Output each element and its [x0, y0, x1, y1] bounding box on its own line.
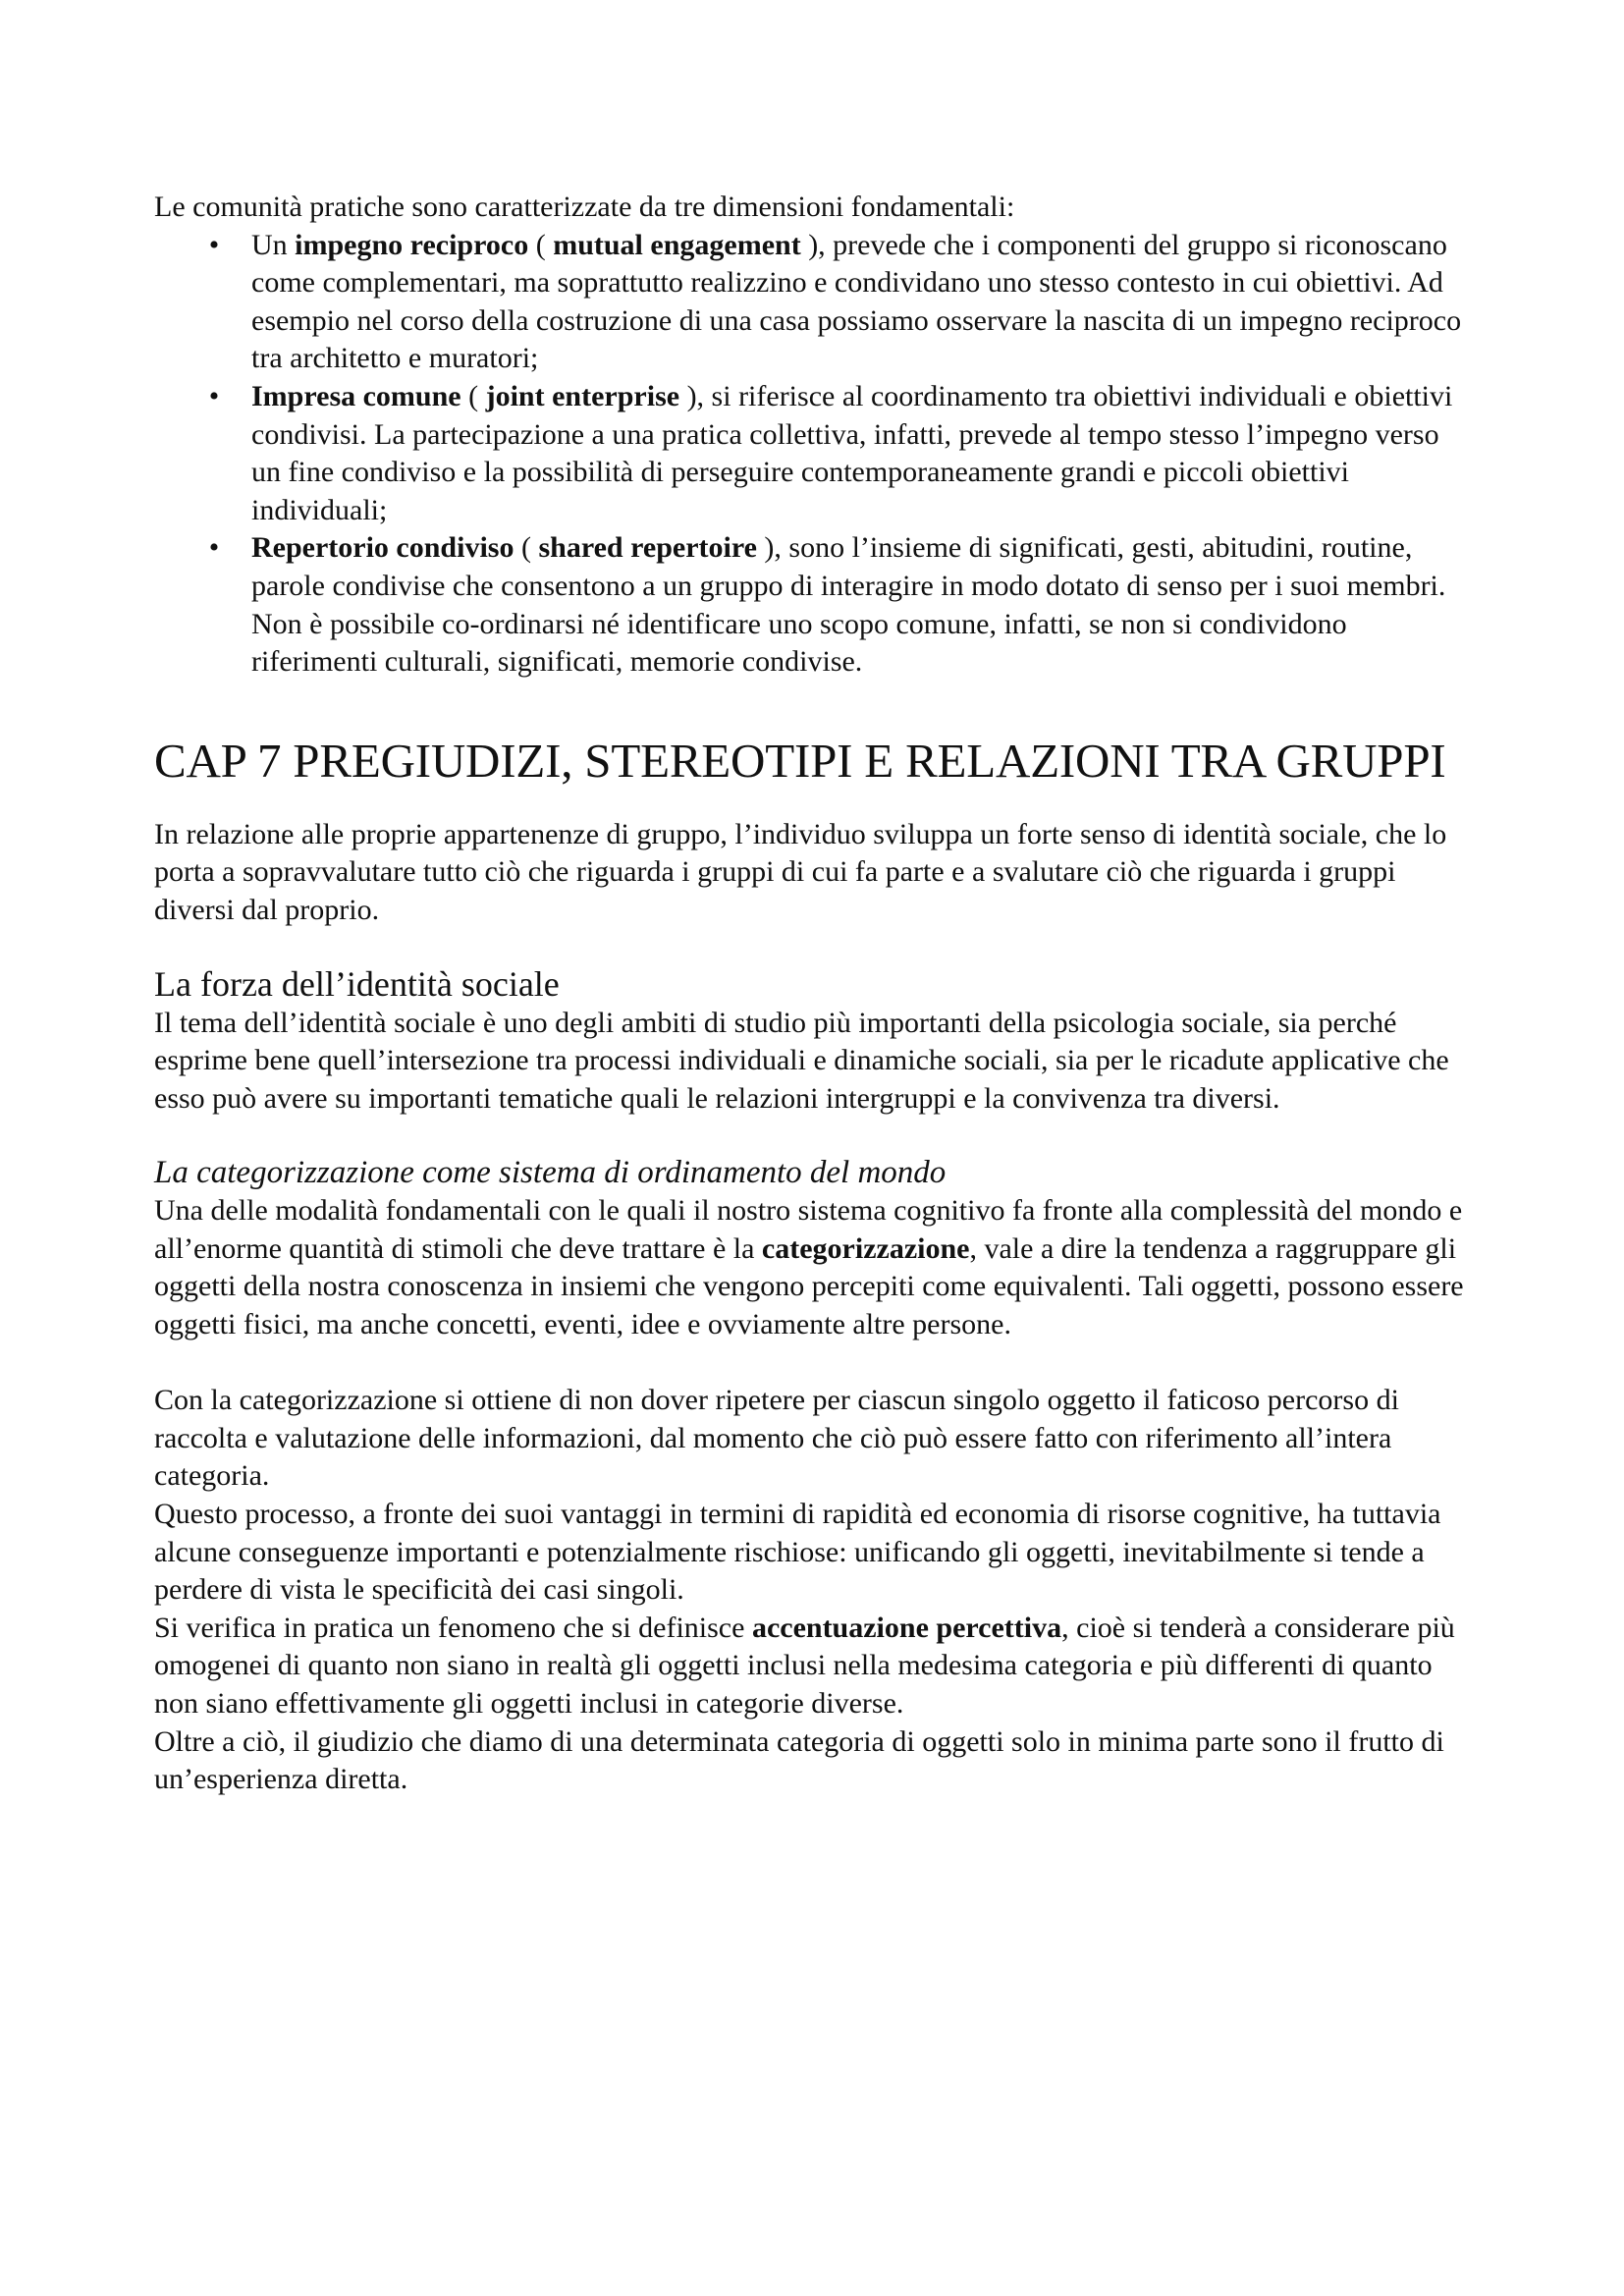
key-term: accentuazione percettiva [751, 1611, 1062, 1644]
paragraph: Con la categorizzazione si ottiene di non dover ripetere per ciascun singolo oggetto il faticoso percorso di raccolta e valutazione delle informazioni, dal momento che ciò può essere fatto con riferimento all’intera categoria. [154, 1384, 1399, 1493]
item-description: ), sono l’insieme di significati, gesti, abitudini, routine, parole condivise che consentono a un gruppo di interagire in modo dotato di senso per i suoi membri. Non è possibile co-ordinarsi né identificare uno scopo comune, infatti, se non si condividono riferimenti culturali, significati, memorie condivise. [251, 531, 1446, 679]
item-english-term: shared repertoire [538, 531, 757, 565]
list-item [208, 378, 1475, 529]
item-lead: Un [251, 228, 296, 261]
item-english-term: joint enterprise [485, 379, 680, 412]
list-item [208, 227, 1475, 378]
paragraph-text: Una delle modalità fondamentali con le quali il nostro sistema cognitivo fa fronte alla complessità del mondo e all’enorme quantità di stimoli che deve trattare è la [154, 1194, 1463, 1265]
chapter-intro-paragraph: In relazione alle proprie appartenenze di gruppo, l’individuo sviluppa un forte senso di identità sociale, che lo porta a sopravvalutare tutto ciò che riguarda i gruppi di cui fa parte e a svalutare ciò che riguarda i gruppi diversi dal proprio. [154, 817, 1447, 926]
section-heading: La forza dell’identità sociale [154, 963, 560, 1004]
accentuation-paragraph [154, 1610, 1475, 1723]
key-term: categorizzazione [761, 1231, 970, 1265]
paragraph-text: , cioè si tenderà a considerare più omogenei di quanto non siano in realtà gli oggetti inclusi nella medesima categoria e più differenti di quanto non siano effettivamente gli oggetti inclusi in categorie diverse. [154, 1611, 1455, 1720]
item-paren: ( [514, 531, 539, 565]
bullet-icon: • [208, 228, 220, 261]
item-paren: ( [528, 228, 554, 261]
paragraph: Questo processo, a fronte dei suoi vantaggi in termini di rapidità ed economia di risorse cognitive, ha tuttavia alcune conseguenze importanti e potenzialmente rischiose: unificando gli oggetti, inevitabilmente si tende a perdere di vista le specificità dei casi singoli. [154, 1498, 1441, 1607]
intro-paragraph: Le comunità pratiche sono caratterizzate da tre dimensioni fondamentali: [154, 191, 1015, 223]
item-term: Repertorio condiviso [251, 531, 514, 565]
item-term: Impresa comune [251, 379, 461, 412]
document-page [154, 189, 1475, 1799]
item-description: ), si riferisce al coordinamento tra obiettivi individuali e obiettivi condivisi. La partecipazione a una pratica collettiva, infatti, prevede al tempo stesso l’impegno verso un fine condiviso e la possibilità di perseguire contemporaneamente grandi e piccoli obiettivi individuali; [251, 379, 1453, 526]
subsection-heading: La categorizzazione come sistema di ordinamento del mondo [154, 1155, 947, 1191]
paragraph-text: Si verifica in pratica un fenomeno che si definisce [154, 1611, 752, 1644]
bullet-icon: • [208, 379, 220, 412]
list-item [208, 529, 1475, 681]
dimensions-list [154, 227, 1475, 682]
section-paragraph: Il tema dell’identità sociale è uno degli ambiti di studio più importanti della psicologia sociale, sia perché esprime bene quell’intersezione tra processi individuali e dinamiche sociali, sia per le ricadute applicative che esso può avere su importanti tematiche quali le relazioni intergruppi e la convivenza tra diversi. [154, 1006, 1449, 1115]
bullet-icon: • [208, 531, 220, 565]
item-description: ), prevede che i componenti del gruppo si riconoscano come complementari, ma soprattutto realizzino e condividano uno stesso contesto in cui obiettivi. Ad esempio nel corso della costruzione di una casa possiamo osservare la nascita di un impegno reciproco tra architetto e muratori; [251, 228, 1462, 375]
paragraph-text: , vale a dire la tendenza a raggruppare gli oggetti della nostra conoscenza in insiemi che vengono percepiti come equivalenti. Tali oggetti, possono essere oggetti fisici, ma anche concetti, eventi, idee e ovviamente altre persone. [154, 1231, 1464, 1341]
categorization-paragraph [154, 1192, 1475, 1343]
chapter-title: CAP 7 PREGIUDIZI, STEREOTIPI E RELAZIONI TRA GRUPPI [154, 733, 1446, 788]
item-term: impegno reciproco [295, 228, 529, 261]
paragraph-spacer [154, 1344, 1475, 1383]
paragraph: Oltre a ciò, il giudizio che diamo di una determinata categoria di oggetti solo in minima parte sono il frutto di un’esperienza diretta. [154, 1724, 1444, 1796]
item-english-term: mutual engagement [553, 228, 801, 261]
item-paren: ( [460, 379, 486, 412]
